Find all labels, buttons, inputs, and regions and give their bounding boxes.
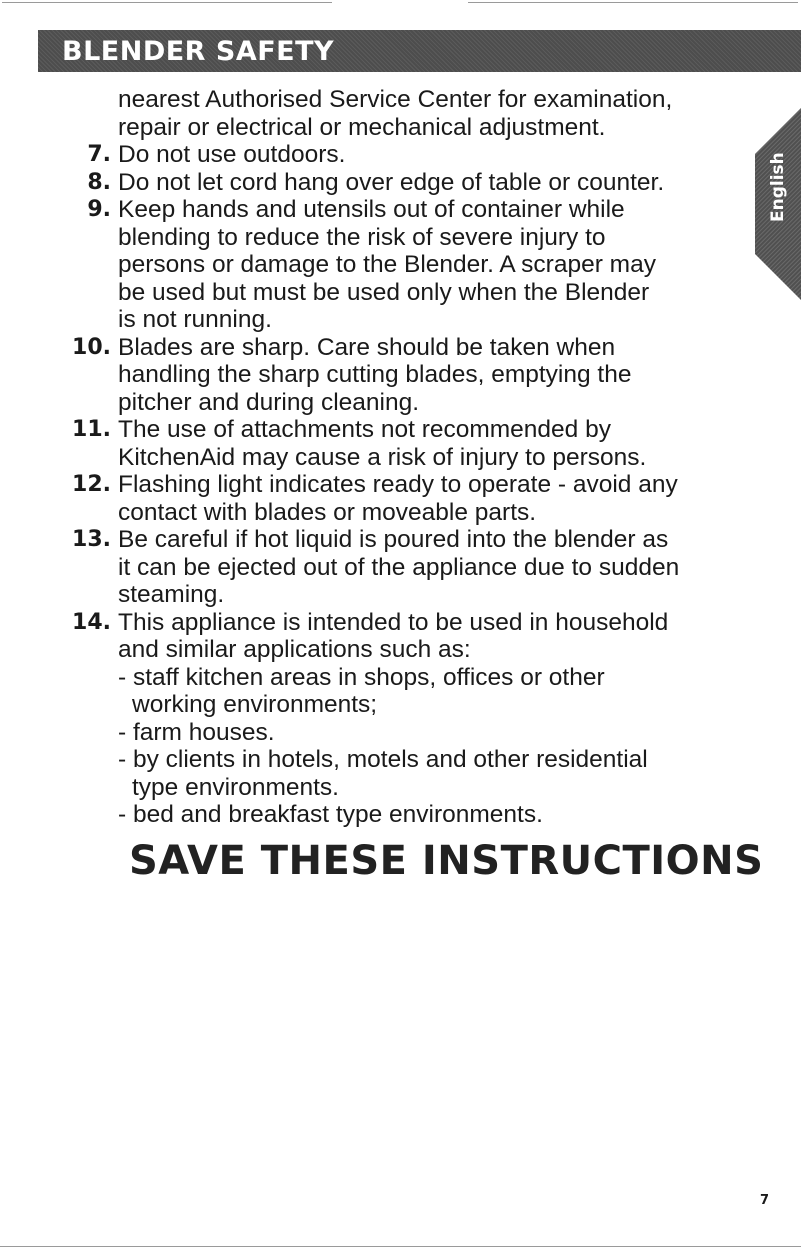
text-line: be used but must be used only when the Blender: [118, 278, 650, 306]
instructions-body: [0, 86, 760, 829]
text-line: The use of attachments not recommended by: [118, 416, 611, 443]
item-number: 9.: [87, 197, 111, 222]
text-line: KitchenAid may cause a risk of injury to persons.: [118, 443, 647, 471]
text-line: Be careful if hot liquid is poured into the blender as: [118, 526, 669, 553]
text-line: persons or damage to the Blender. A scraper may: [118, 251, 656, 278]
text-line: handling the sharp cutting blades, emptying the: [118, 361, 632, 388]
top-rule-right: [468, 2, 798, 3]
text-line: pitcher and during cleaning.: [118, 388, 420, 416]
text-line: is not running.: [118, 306, 272, 333]
text-line: Do not let cord hang over edge of table or counter.: [118, 168, 665, 196]
save-instructions-heading: SAVE THESE INSTRUCTIONS: [129, 838, 764, 884]
item-number: 10.: [72, 334, 111, 360]
section-title: BLENDER SAFETY: [62, 36, 335, 67]
text-line: and similar applications such as:: [118, 636, 471, 663]
item-number: 7.: [87, 142, 111, 167]
list-item-12: [0, 471, 760, 526]
item-number: 14.: [72, 609, 111, 635]
intro-paragraph: [0, 86, 760, 141]
text-line: contact with blades or moveable parts.: [118, 498, 537, 526]
text-line: Keep hands and utensils out of container while: [118, 196, 625, 223]
item-number: 13.: [72, 527, 111, 552]
text-line: steaming.: [118, 581, 225, 608]
sub-list-item: [0, 801, 760, 829]
text-line: Do not use outdoors.: [118, 141, 346, 168]
top-rule-left: [2, 2, 332, 3]
text-line: nearest Authorised Service Center for examination,: [118, 86, 673, 113]
list-item-8: [0, 169, 760, 197]
text-line: working environments;: [132, 691, 378, 718]
text-line: it can be ejected out of the appliance due to sudden: [118, 553, 680, 581]
language-tab-label: English: [768, 152, 788, 222]
text-line: Blades are sharp. Care should be taken when: [118, 333, 616, 361]
list-item-9: [0, 196, 760, 334]
sub-list-item: [0, 746, 760, 801]
text-line: - bed and breakfast type environments.: [118, 801, 543, 828]
item-number: 11.: [72, 417, 111, 442]
item-number: 8.: [87, 169, 111, 195]
list-item-14: [0, 609, 760, 664]
bottom-rule: [0, 1246, 801, 1247]
sub-list-item: [0, 664, 760, 719]
text-line: This appliance is intended to be used in household: [118, 608, 669, 636]
text-line: - by clients in hotels, motels and other residential: [118, 746, 648, 773]
text-line: - staff kitchen areas in shops, offices or other: [118, 663, 605, 691]
item-number: 12.: [72, 472, 111, 497]
sub-list-item: [0, 719, 760, 747]
list-item-13: [0, 526, 760, 609]
list-item-10: [0, 334, 760, 417]
text-line: repair or electrical or mechanical adjustment.: [118, 113, 606, 141]
list-item-11: [0, 416, 760, 471]
text-line: type environments.: [132, 773, 339, 801]
text-line: blending to reduce the risk of severe injury to: [118, 223, 606, 251]
page-number: 7: [760, 1193, 770, 1208]
text-line: - farm houses.: [118, 718, 275, 746]
text-line: Flashing light indicates ready to operate - avoid any: [118, 471, 678, 498]
list-item-7: [0, 141, 760, 169]
